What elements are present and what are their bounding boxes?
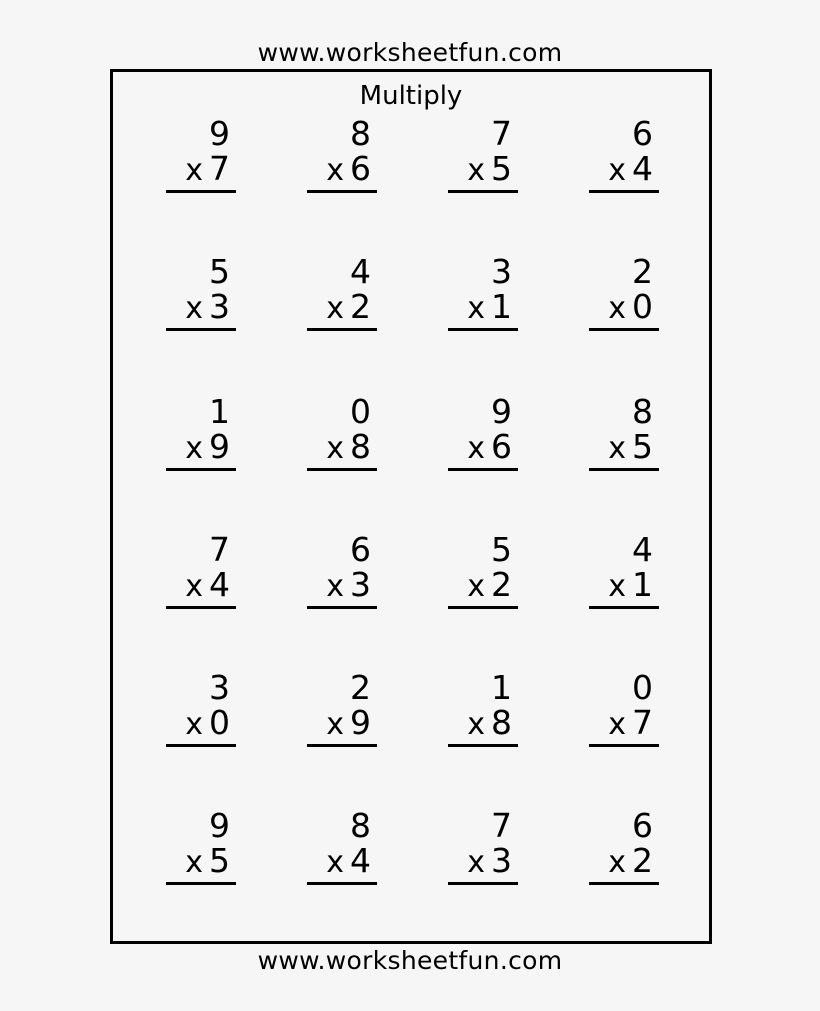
answer-line: [448, 744, 518, 747]
times-sign: x: [608, 153, 626, 188]
times-sign: x: [326, 291, 344, 326]
multiplier-row: [467, 289, 512, 327]
multiplier-row: [467, 705, 512, 743]
multiplicand: 5: [491, 530, 512, 569]
times-sign: x: [326, 153, 344, 188]
multiplier: 6: [491, 427, 512, 466]
times-sign: x: [608, 431, 626, 466]
answer-line: [166, 606, 236, 609]
multiplication-problem: [448, 532, 518, 602]
answer-line: [307, 190, 377, 193]
multiplier: 7: [209, 149, 230, 188]
times-sign: x: [467, 707, 485, 742]
multiplicand: 7: [209, 530, 230, 569]
times-sign: x: [608, 569, 626, 604]
times-sign: x: [467, 845, 485, 880]
answer-line: [307, 328, 377, 331]
times-sign: x: [185, 569, 203, 604]
footer-site-url: www.worksheetfun.com: [257, 946, 563, 975]
answer-line: [448, 328, 518, 331]
multiplication-problem: [166, 254, 236, 324]
times-sign: x: [467, 569, 485, 604]
multiplier-row: [185, 843, 230, 881]
answer-line: [307, 468, 377, 471]
times-sign: x: [185, 707, 203, 742]
multiplier: 8: [350, 427, 371, 466]
multiplier: 4: [350, 841, 371, 880]
answer-line: [589, 190, 659, 193]
multiplicand: 7: [491, 806, 512, 845]
multiplier: 5: [209, 841, 230, 880]
multiplier-row: [326, 705, 371, 743]
multiplier-row: [608, 567, 653, 605]
multiplier: 2: [632, 841, 653, 880]
multiplication-problem: [589, 808, 659, 878]
multiplicand: 5: [209, 252, 230, 291]
times-sign: x: [608, 845, 626, 880]
answer-line: [448, 190, 518, 193]
multiplier-row: [608, 843, 653, 881]
times-sign: x: [185, 291, 203, 326]
answer-line: [589, 328, 659, 331]
answer-line: [448, 882, 518, 885]
multiplier-row: [467, 843, 512, 881]
answer-line: [589, 468, 659, 471]
multiplier-row: [326, 289, 371, 327]
multiplicand: 8: [350, 806, 371, 845]
multiplier: 2: [491, 565, 512, 604]
answer-line: [589, 606, 659, 609]
header-site-url: www.worksheetfun.com: [257, 38, 563, 67]
multiplicand: 6: [632, 114, 653, 153]
multiplication-problem: [166, 116, 236, 186]
multiplier: 9: [209, 427, 230, 466]
multiplicand: 1: [209, 392, 230, 431]
answer-line: [589, 882, 659, 885]
times-sign: x: [326, 707, 344, 742]
multiplier-row: [326, 151, 371, 189]
multiplier-row: [467, 567, 512, 605]
worksheet-title: Multiply: [359, 81, 463, 111]
multiplicand: 6: [632, 806, 653, 845]
multiplier-row: [326, 843, 371, 881]
multiplication-problem: [307, 254, 377, 324]
multiplicand: 4: [632, 530, 653, 569]
multiplier: 3: [350, 565, 371, 604]
multiplicand: 1: [491, 668, 512, 707]
multiplier: 4: [209, 565, 230, 604]
times-sign: x: [185, 153, 203, 188]
multiplicand: 8: [632, 392, 653, 431]
times-sign: x: [608, 707, 626, 742]
multiplier-row: [608, 705, 653, 743]
multiplier: 3: [209, 287, 230, 326]
multiplier: 0: [632, 287, 653, 326]
answer-line: [448, 468, 518, 471]
answer-line: [166, 882, 236, 885]
multiplicand: 0: [350, 392, 371, 431]
multiplier-row: [608, 429, 653, 467]
multiplication-problem: [166, 532, 236, 602]
multiplier-row: [185, 429, 230, 467]
multiplicand: 9: [209, 806, 230, 845]
times-sign: x: [326, 569, 344, 604]
multiplier: 5: [491, 149, 512, 188]
multiplication-problem: [307, 808, 377, 878]
multiplication-problem: [307, 670, 377, 740]
multiplication-problem: [166, 394, 236, 464]
multiplication-problem: [307, 394, 377, 464]
multiplier: 3: [491, 841, 512, 880]
times-sign: x: [467, 431, 485, 466]
multiplication-problem: [448, 808, 518, 878]
multiplicand: 4: [350, 252, 371, 291]
multiplier-row: [326, 429, 371, 467]
answer-line: [307, 606, 377, 609]
multiplier-row: [326, 567, 371, 605]
multiplier: 6: [350, 149, 371, 188]
multiplier-row: [608, 151, 653, 189]
multiplicand: 3: [209, 668, 230, 707]
answer-line: [166, 468, 236, 471]
multiplication-problem: [307, 116, 377, 186]
multiplier: 1: [632, 565, 653, 604]
answer-line: [166, 328, 236, 331]
multiplier: 9: [350, 703, 371, 742]
multiplier: 5: [632, 427, 653, 466]
times-sign: x: [185, 431, 203, 466]
multiplication-problem: [307, 532, 377, 602]
multiplication-problem: [448, 116, 518, 186]
multiplier: 4: [632, 149, 653, 188]
multiplier-row: [185, 705, 230, 743]
times-sign: x: [608, 291, 626, 326]
multiplicand: 3: [491, 252, 512, 291]
multiplication-problem: [166, 670, 236, 740]
multiplication-problem: [589, 116, 659, 186]
multiplier-row: [467, 151, 512, 189]
multiplicand: 0: [632, 668, 653, 707]
multiplicand: 2: [632, 252, 653, 291]
answer-line: [166, 744, 236, 747]
multiplicand: 7: [491, 114, 512, 153]
multiplier: 1: [491, 287, 512, 326]
multiplication-problem: [448, 670, 518, 740]
multiplier-row: [608, 289, 653, 327]
multiplicand: 9: [209, 114, 230, 153]
multiplication-problem: [589, 670, 659, 740]
multiplier-row: [185, 289, 230, 327]
multiplicand: 8: [350, 114, 371, 153]
multiplicand: 6: [350, 530, 371, 569]
multiplier: 7: [632, 703, 653, 742]
multiplier-row: [185, 151, 230, 189]
times-sign: x: [326, 845, 344, 880]
times-sign: x: [185, 845, 203, 880]
times-sign: x: [467, 153, 485, 188]
multiplication-problem: [448, 254, 518, 324]
answer-line: [307, 882, 377, 885]
multiplication-problem: [589, 532, 659, 602]
worksheet-frame: [110, 69, 712, 944]
multiplier: 0: [209, 703, 230, 742]
multiplication-problem: [589, 394, 659, 464]
multiplicand: 9: [491, 392, 512, 431]
times-sign: x: [467, 291, 485, 326]
multiplier: 8: [491, 703, 512, 742]
multiplication-problem: [448, 394, 518, 464]
multiplication-problem: [166, 808, 236, 878]
multiplier-row: [185, 567, 230, 605]
multiplier-row: [467, 429, 512, 467]
answer-line: [448, 606, 518, 609]
multiplier: 2: [350, 287, 371, 326]
multiplication-problem: [589, 254, 659, 324]
multiplicand: 2: [350, 668, 371, 707]
answer-line: [589, 744, 659, 747]
answer-line: [166, 190, 236, 193]
answer-line: [307, 744, 377, 747]
times-sign: x: [326, 431, 344, 466]
